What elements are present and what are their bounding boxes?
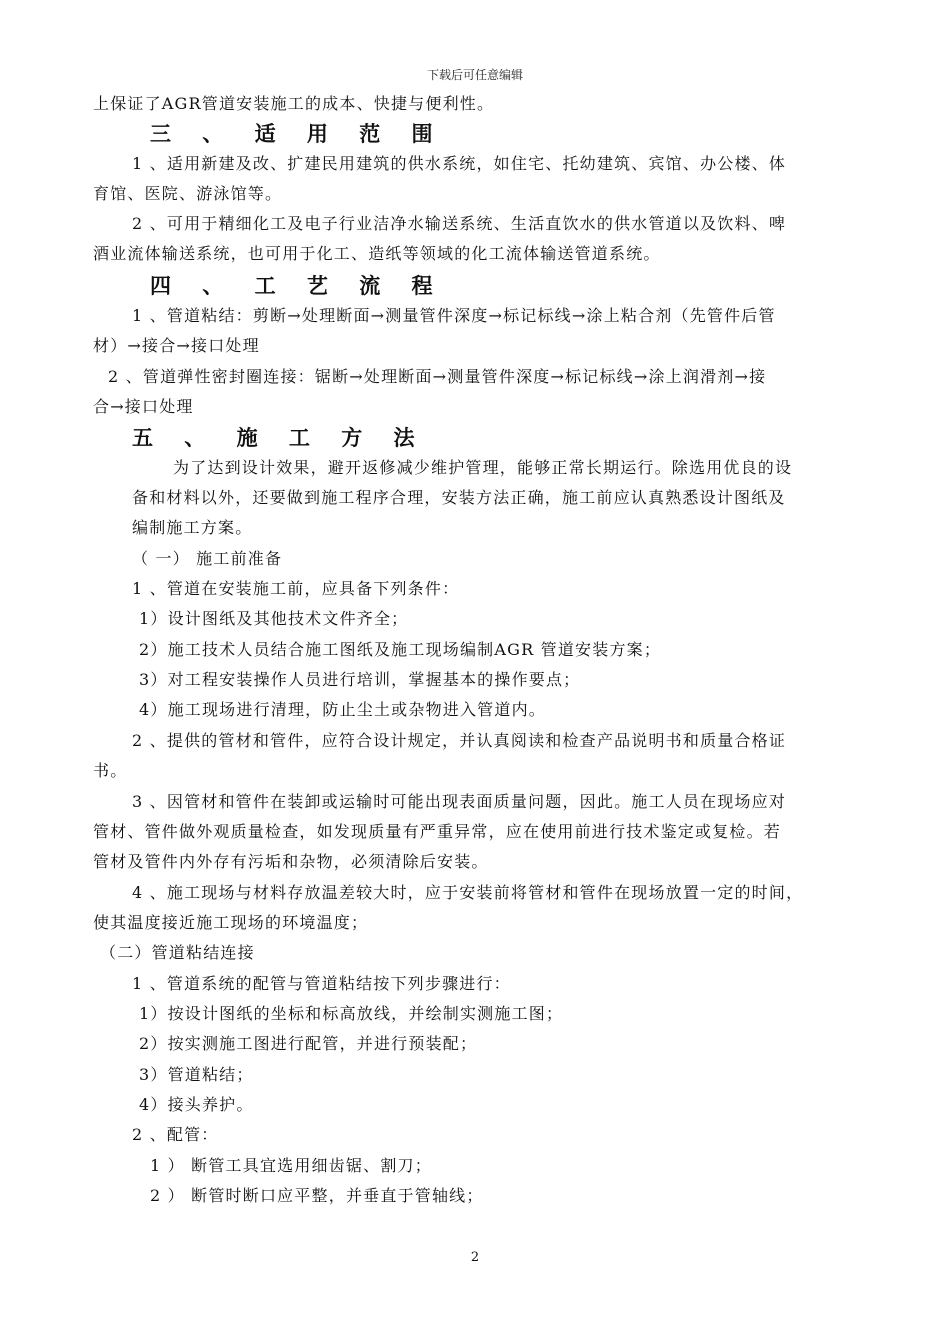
text-line: 育馆、医院、游泳馆等。 <box>93 184 283 203</box>
page-number: 2 <box>470 1250 480 1265</box>
text-line: 管材及管件内外存有污垢和杂物，必须清除后安装。 <box>93 852 489 871</box>
text-line: 1）按设计图纸的坐标和标高放线，并绘制实测施工图； <box>139 1004 564 1023</box>
text-line: 4）施工现场进行清理，防止尘土或杂物进入管道内。 <box>139 700 546 719</box>
text-line: 2）施工技术人员结合施工图纸及施工现场编制AGR 管道安装方案； <box>139 640 662 659</box>
text-line: 2 、提供的管材和管件，应符合设计规定，并认真阅读和检查产品说明书和质量合格证 <box>132 731 787 750</box>
text-line: 1 、管道在安装施工前，应具备下列条件： <box>132 579 460 598</box>
text-line: 4）接头养护。 <box>139 1095 254 1114</box>
text-line: 1 、管道系统的配管与管道粘结按下列步骤进行： <box>132 974 511 993</box>
page-header: 下载后可任意编辑 <box>426 68 523 82</box>
text-line: 酒业流体输送系统，也可用于化工、造纸等领域的化工流体输送管道系统。 <box>93 244 661 263</box>
text-line: 2）按实测施工图进行配管，并进行预装配； <box>139 1034 478 1053</box>
section-heading: 三 、 适 用 范 围 <box>150 121 445 146</box>
text-line: 1 ） 断管工具宜选用细齿锯、割刀； <box>150 1156 432 1175</box>
text-line: 3）管道粘结； <box>139 1065 254 1084</box>
text-line: 2 、可用于精细化工及电子行业洁净水输送系统、生活直饮水的供水管道以及饮料、啤 <box>132 214 787 233</box>
text-line: 为了达到设计效果，避开返修减少维护管理，能够正常长期运行。除选用优良的设 <box>173 458 793 477</box>
text-line: 备和材料以外，还要做到施工程序合理，安装方法正确，施工前应认真熟悉设计图纸及 <box>132 488 786 507</box>
text-line: 2 、配管： <box>132 1125 219 1144</box>
section-heading: 五 、 施 工 方 法 <box>132 425 427 450</box>
text-line: 1 、管道粘结：剪断→处理断面→测量管件深度→标记标线→涂上粘合剂（先管件后管 <box>132 306 776 325</box>
text-line: 1）设计图纸及其他技术文件齐全； <box>139 609 409 628</box>
text-line: 3 、因管材和管件在装卸或运输时可能出现表面质量问题，因此。施工人员在现场应对 <box>132 792 787 811</box>
text-line: 使其温度接近施工现场的环境温度； <box>93 913 369 932</box>
text-line: 合→接口处理 <box>93 397 194 416</box>
text-line: （二）管道粘结连接 <box>100 943 255 962</box>
text-line: 上保证了AGR管道安装施工的成本、快捷与便利性。 <box>93 94 495 113</box>
text-line: 4 、施工现场与材料存放温差较大时，应于安装前将管材和管件在现场放置一定的时间， <box>132 883 804 902</box>
text-line: 2 、管道弹性密封圈连接：锯断→处理断面→测量管件深度→标记标线→涂上润滑剂→接 <box>108 367 767 386</box>
text-line: 编制施工方案。 <box>132 518 253 537</box>
text-line: 书。 <box>93 761 128 780</box>
text-line: 1 、适用新建及改、扩建民用建筑的供水系统，如住宅、托幼建筑、宾馆、办公楼、体 <box>132 154 787 173</box>
text-line: 管材、管件做外观质量检查，如发现质量有严重异常，应在使用前进行技术鉴定或复检。若 <box>93 822 782 841</box>
text-line: （ 一） 施工前准备 <box>132 549 283 568</box>
text-line: 3）对工程安装操作人员进行培训，掌握基本的操作要点； <box>139 670 581 689</box>
text-line: 2 ） 断管时断口应平整，并垂直于管轴线； <box>150 1186 484 1205</box>
section-heading: 四 、 工 艺 流 程 <box>150 273 445 298</box>
text-line: 材）→接合→接口处理 <box>93 336 260 355</box>
